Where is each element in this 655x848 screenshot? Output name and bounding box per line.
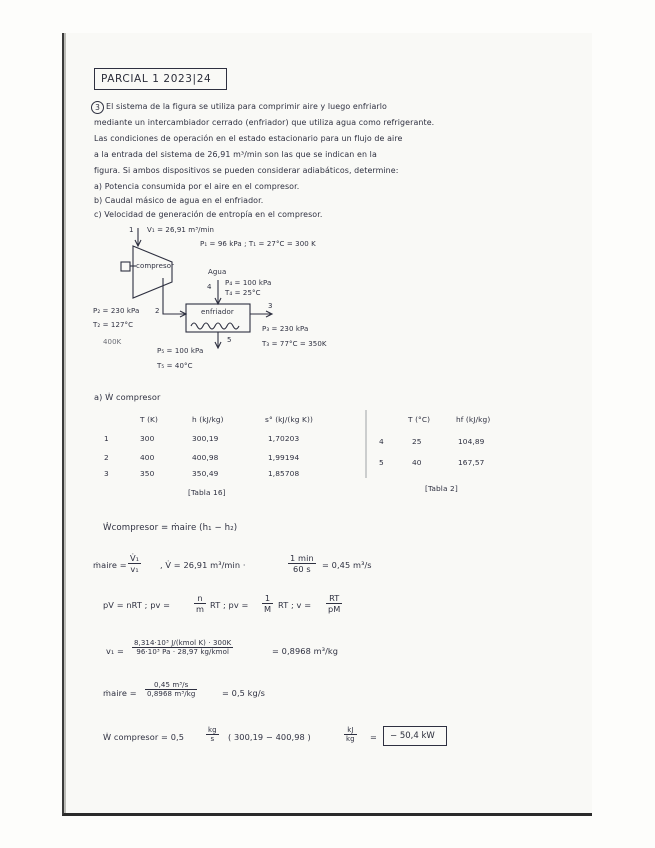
state3-label: 3 — [268, 302, 273, 310]
eq-gas-f3-num: RT — [326, 593, 342, 604]
table2-row2-hf: 167,57 — [458, 458, 485, 467]
table1-header-s: s° (kJ/(kg K)) — [265, 415, 313, 424]
eq-m-den: 0,8968 m³/kg — [147, 690, 196, 698]
table1-row1-s: 1,70203 — [268, 434, 300, 443]
state5-pressure: P₅ = 100 kPa — [157, 347, 204, 355]
eq-w-unit2-num: kJ — [344, 726, 357, 735]
eq-w-unit2-den: kg — [346, 735, 355, 743]
question-c: c) Velocidad de generación de entropía en el compresor. — [94, 210, 323, 219]
eq-w-unit1 — [206, 726, 219, 743]
eq-gas-f1-num: n — [194, 593, 206, 604]
eq-w-mid: ( 300,19 − 400,98 ) — [228, 732, 311, 742]
state5-label: 5 — [227, 336, 232, 344]
eq-v1-lhs: v₁ = — [106, 646, 124, 656]
eq-gas-part2: RT ; pv = — [210, 600, 249, 610]
table1-header-h: h (kJ/kg) — [192, 415, 224, 424]
answer-box: − 50,4 kW — [383, 726, 447, 746]
table2-row1-hf: 104,89 — [458, 437, 485, 446]
state2-temperature: T₂ = 127°C — [93, 321, 134, 329]
eq-v1-num: 8,314·10³ J/(kmol K) · 300K — [134, 639, 232, 647]
eq-w-equals: = — [370, 732, 377, 742]
table2-caption: [Tabla 2] — [425, 484, 458, 493]
cooler-label: enfriador — [201, 308, 234, 316]
eq-gas-f1-den: m — [196, 604, 205, 614]
eq-vdot-den: 60 s — [293, 564, 311, 574]
table2-row1-t: 25 — [412, 437, 422, 446]
table1-row3-state: 3 — [104, 469, 109, 478]
state1-conditions: P₁ = 96 kPa ; T₁ = 27°C = 300 K — [200, 240, 316, 248]
table1-caption: [Tabla 16] — [188, 488, 226, 497]
statement-line-5: figura. Si ambos dispositivos se pueden considerar adiabáticos, determine: — [94, 166, 399, 175]
eq-gas-f3-den: pM — [328, 604, 341, 614]
eq-m-result: = 0,5 kg/s — [222, 688, 266, 698]
table1-row3-h: 350,49 — [192, 469, 219, 478]
table1-row2-state: 2 — [104, 453, 109, 462]
state2-label: 2 — [155, 307, 160, 315]
eq-mdot-lhs: ṁaire = — [93, 560, 127, 570]
table1-row1-t: 300 — [140, 434, 155, 443]
table1-row3-s: 1,85708 — [268, 469, 300, 478]
water-label: Agua — [208, 268, 227, 276]
eq-w-unit2 — [344, 726, 357, 743]
eq-mdot-num: V̇₁ — [130, 553, 140, 563]
eq-gas-part3: RT ; v = — [278, 600, 312, 610]
statement-line-2: mediante un intercambiador cerrado (enfriador) que utiliza agua como refrigerante. — [94, 118, 435, 127]
eq-vdot-result: = 0,45 m³/s — [322, 560, 372, 570]
table1-row2-t: 400 — [140, 453, 155, 462]
state5-temperature: T₅ = 40°C — [157, 362, 193, 370]
table2-header-t: T (°C) — [408, 415, 431, 424]
part-a-heading: a) Ẇ compresor — [94, 392, 161, 402]
table1-row1-h: 300,19 — [192, 434, 219, 443]
eq-v1-fraction — [132, 639, 233, 656]
state3-pressure: P₃ = 230 kPa — [262, 325, 309, 333]
eq-gas-f2-num: 1 — [262, 593, 273, 604]
compressor-label: compresor — [136, 262, 175, 270]
state4-label: 4 — [207, 283, 212, 291]
eq-m-fraction — [145, 681, 197, 698]
table1-row3-t: 350 — [140, 469, 155, 478]
table1-row2-h: 400,98 — [192, 453, 219, 462]
statement-line-1: El sistema de la figura se utiliza para comprimir aire y luego enfriarlo — [106, 102, 387, 111]
problem-number: 3 — [91, 101, 104, 114]
state4-temperature: T₄ = 25°C — [225, 289, 261, 297]
eq-v1-result: = 0,8968 m³/kg — [272, 646, 339, 656]
question-a: a) Potencia consumida por el aire en el compresor. — [94, 182, 300, 191]
state2-pressure: P₂ = 230 kPa — [93, 307, 140, 315]
eq-gas-part1: pV = nRT ; pv = — [103, 600, 171, 610]
statement-line-4: a la entrada del sistema de 26,91 m³/min son las que se indican en la — [94, 150, 377, 159]
eq-gas-f2 — [262, 593, 273, 614]
eq-vdot-fraction — [288, 553, 316, 574]
eq-mdot-fraction — [128, 553, 141, 574]
eq-m-lhs: ṁaire = — [103, 688, 137, 698]
eq-m-num: 0,45 m³/s — [145, 681, 197, 690]
table1-row2-s: 1,99194 — [268, 453, 300, 462]
exam-title: PARCIAL 1 2023|24 — [94, 68, 227, 90]
state2-kelvin: 400K — [103, 338, 122, 346]
table2-row1-state: 4 — [379, 437, 384, 446]
eq-w-unit1-den: s — [210, 735, 215, 743]
eq-gas-f1 — [194, 593, 206, 614]
state3-temperature: T₃ = 77°C = 350K — [262, 340, 327, 348]
table2-header-hf: hf (kJ/kg) — [456, 415, 491, 424]
eq-vdot-num: 1 min — [290, 553, 314, 563]
eq-gas-f2-den: M — [264, 604, 272, 614]
table1-row1-state: 1 — [104, 434, 109, 443]
eq-v1-den: 96·10³ Pa · 28,97 kg/kmol — [136, 648, 229, 656]
table2-row2-t: 40 — [412, 458, 422, 467]
eq-power: Ẇcompresor = ṁaire (h₁ − h₂) — [103, 523, 238, 533]
state1-label: 1 — [129, 226, 134, 234]
state1-flow: V₁ = 26,91 m³/min — [147, 226, 215, 234]
question-b: b) Caudal másico de agua en el enfriador. — [94, 196, 264, 205]
state4-pressure: P₄ = 100 kPa — [225, 279, 272, 287]
eq-vdot: , V̇ = 26,91 m³/min · — [160, 560, 246, 570]
eq-mdot-den: v₁ — [130, 564, 139, 574]
eq-w-unit1-num: kg — [208, 726, 217, 734]
eq-gas-f3 — [326, 593, 342, 614]
eq-w-lhs: Ẇ compresor = 0,5 — [103, 732, 185, 742]
statement-line-3: Las condiciones de operación en el estado estacionario para un flujo de aire — [94, 134, 403, 143]
table1-header-t: T (K) — [140, 415, 158, 424]
table2-row2-state: 5 — [379, 458, 384, 467]
